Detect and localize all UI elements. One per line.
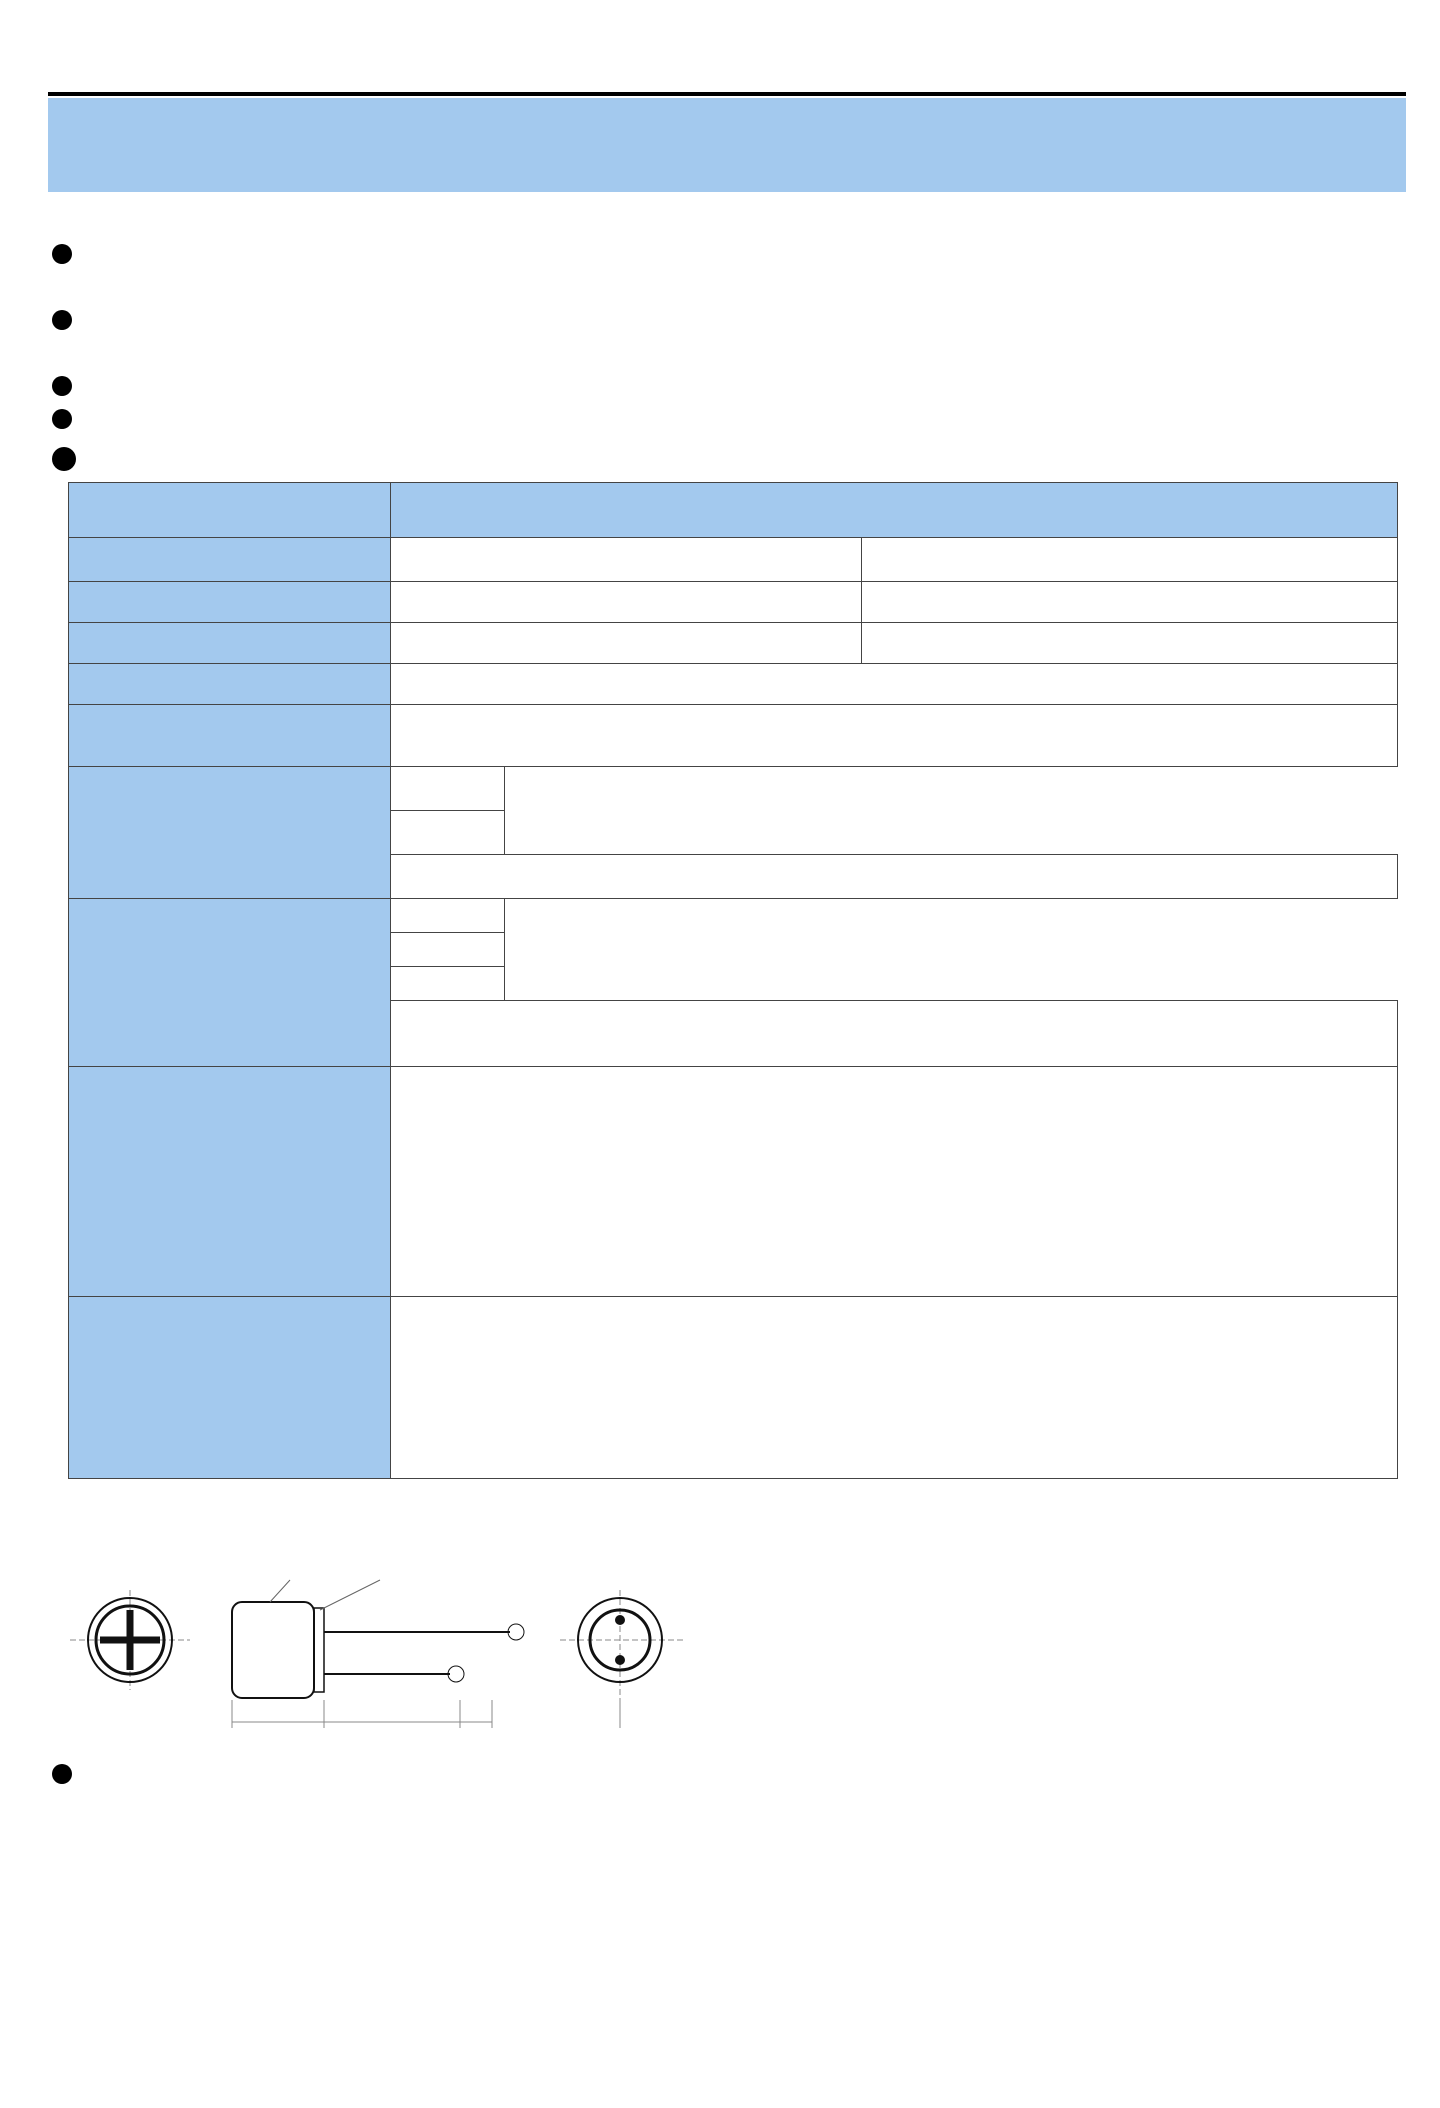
capacitance-low [390,623,861,664]
lowtemp-row1-label [390,933,504,967]
rohs-item [52,403,76,436]
df-label [69,767,391,899]
voltage-label [69,582,391,623]
capacitor-side-icon [232,1580,524,1728]
op-temp-label [69,538,391,582]
capacitance-label [69,623,391,664]
header-item [69,483,391,538]
df-note [390,855,1397,899]
shelf-life-conditions [390,1297,1397,1479]
bullet-icon [52,376,72,396]
bullet-icon [52,310,72,330]
feature-item [52,238,76,271]
shelf-life-label [69,1297,391,1479]
df-value-label [390,811,504,855]
specifications-heading [52,444,80,477]
capacitance-high [861,623,1397,664]
leakage-label [69,705,391,767]
title-banner [48,98,1406,192]
lowtemp-row2-label [390,967,504,1001]
df-wv-label [390,767,504,811]
header-performance [390,483,1397,538]
safety-device-icon [70,1590,190,1690]
header-rule [48,92,1406,96]
multiplier-heading [52,1762,76,1789]
feature-item [52,304,76,337]
load-life-label [69,1067,391,1297]
tolerance-value [390,664,1397,705]
tolerance-label [69,664,391,705]
op-temp-high [861,538,1397,582]
dimension-diagram [60,1560,700,1750]
voltage-low [390,582,861,623]
lowtemp-label [69,899,391,1067]
bullet-icon [52,1764,72,1784]
leakage-value [390,705,1397,767]
lowtemp-wv-label [390,899,504,933]
voltage-high [861,582,1397,623]
lowtemp-note [390,1001,1397,1067]
bullet-icon [52,244,72,264]
capacitor-bottom-icon [560,1590,685,1728]
op-temp-low [390,538,861,582]
bullet-icon [52,447,76,471]
bullet-icon [52,409,72,429]
feature-item [52,370,76,403]
specifications-table [68,482,1398,1479]
load-life-conditions [390,1067,1397,1297]
